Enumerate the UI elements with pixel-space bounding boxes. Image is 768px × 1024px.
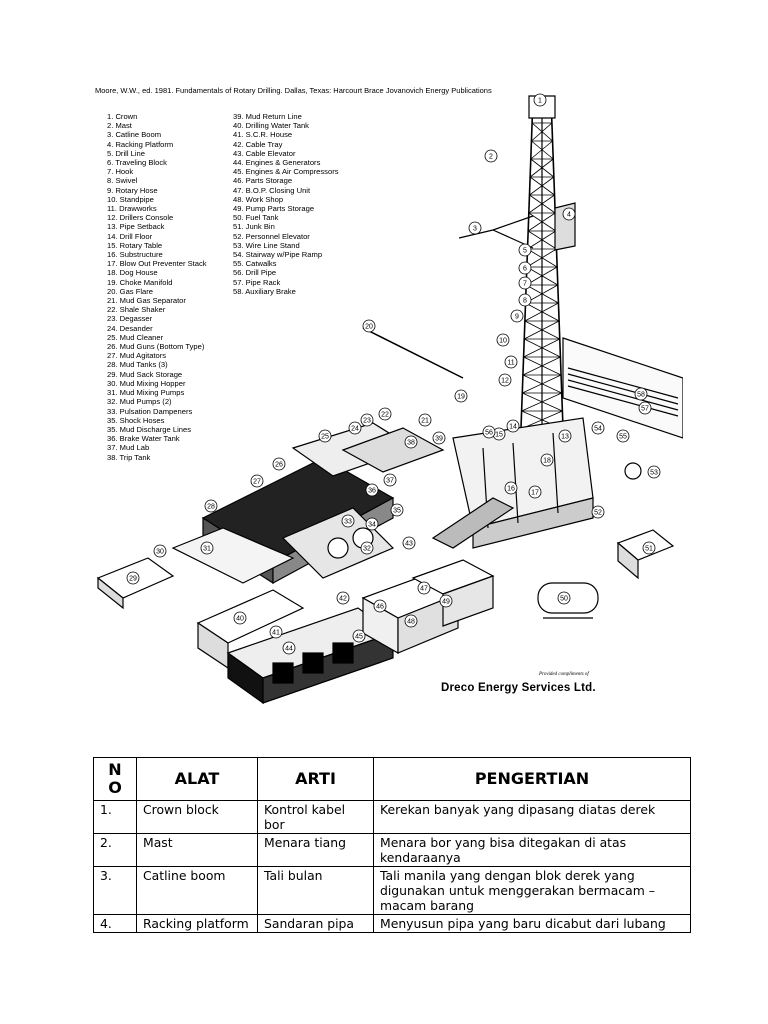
callout-13 bbox=[559, 430, 571, 442]
callout-38 bbox=[405, 436, 417, 448]
svg-text:23: 23 bbox=[363, 417, 371, 425]
callout-25 bbox=[319, 430, 331, 442]
svg-text:22: 22 bbox=[381, 411, 389, 419]
table-row bbox=[94, 834, 691, 867]
legend-item: 58. Auxiliary Brake bbox=[233, 286, 296, 296]
svg-text:7: 7 bbox=[523, 280, 527, 288]
legend-item: 40. Drilling Water Tank bbox=[233, 121, 309, 131]
legend-item: 1. Crown bbox=[107, 112, 138, 121]
callout-41 bbox=[270, 626, 282, 638]
svg-text:20: 20 bbox=[365, 323, 373, 331]
svg-text:41: 41 bbox=[272, 629, 280, 637]
callout-56 bbox=[483, 426, 495, 438]
legend-item: 46. Parts Storage bbox=[233, 176, 293, 186]
legend-item: 5. Drill Line bbox=[107, 148, 145, 158]
legend-item: 3. Catline Boom bbox=[107, 130, 162, 140]
legend-item: 39. Mud Return Line bbox=[233, 112, 302, 121]
svg-text:18: 18 bbox=[543, 457, 551, 465]
callout-34 bbox=[366, 518, 378, 530]
svg-text:1: 1 bbox=[538, 97, 542, 105]
figure-caption: Moore, W.W., ed. 1981. Fundamentals of Rotary Drilling. Dallas, Texas: Harcourt Brace Jovanovich Energy Publications bbox=[95, 86, 492, 95]
callout-23 bbox=[361, 414, 373, 426]
legend-item: 19. Choke Manifold bbox=[107, 277, 173, 287]
legend-item: 49. Pump Parts Storage bbox=[233, 204, 315, 214]
svg-text:50: 50 bbox=[560, 595, 568, 603]
svg-text:42: 42 bbox=[339, 595, 347, 603]
callout-36 bbox=[366, 484, 378, 496]
cell-pengertian: Kerekan banyak yang dipasang diatas derek bbox=[374, 801, 691, 834]
svg-text:35: 35 bbox=[393, 507, 401, 515]
legend-item: 52. Personnel Elevator bbox=[233, 231, 310, 241]
legend-item: 21. Mud Gas Separator bbox=[107, 296, 186, 306]
legend-item: 15. Rotary Table bbox=[107, 240, 163, 250]
callout-17 bbox=[529, 486, 541, 498]
cell-arti: Kontrol kabel bor bbox=[258, 801, 374, 834]
callout-6 bbox=[519, 262, 531, 274]
legend-item: 47. B.O.P. Closing Unit bbox=[233, 185, 311, 195]
svg-text:55: 55 bbox=[619, 433, 627, 441]
svg-text:46: 46 bbox=[376, 603, 384, 611]
svg-text:21: 21 bbox=[421, 417, 429, 425]
callout-58 bbox=[635, 388, 647, 400]
svg-text:2: 2 bbox=[489, 153, 493, 161]
legend-item: 6. Traveling Block bbox=[107, 158, 167, 168]
callout-26 bbox=[273, 458, 285, 470]
callout-2 bbox=[485, 150, 497, 162]
callout-30 bbox=[154, 545, 166, 557]
callout-46 bbox=[374, 600, 386, 612]
svg-text:54: 54 bbox=[594, 425, 602, 433]
table-row bbox=[94, 867, 691, 915]
svg-text:58: 58 bbox=[637, 391, 645, 399]
svg-text:45: 45 bbox=[355, 633, 363, 641]
svg-text:29: 29 bbox=[129, 575, 137, 583]
drilling-rig-figure bbox=[93, 78, 683, 708]
svg-text:31: 31 bbox=[203, 545, 211, 553]
legend-item: 16. Substructure bbox=[107, 250, 163, 260]
callout-3 bbox=[469, 222, 481, 234]
legend-item: 30. Mud Mixing Hopper bbox=[107, 378, 186, 388]
cell-alat: Racking platform bbox=[137, 915, 258, 933]
table-row bbox=[94, 801, 691, 834]
svg-text:9: 9 bbox=[515, 313, 519, 321]
legend-item: 38. Trip Tank bbox=[107, 452, 151, 462]
callout-40 bbox=[234, 612, 246, 624]
callout-20 bbox=[363, 320, 375, 332]
callout-44 bbox=[283, 642, 295, 654]
callout-9 bbox=[511, 310, 523, 322]
legend-item: 17. Blow Out Preventer Stack bbox=[107, 259, 207, 269]
svg-text:8: 8 bbox=[523, 297, 527, 305]
svg-text:53: 53 bbox=[650, 469, 658, 477]
callout-8 bbox=[519, 294, 531, 306]
callout-24 bbox=[349, 422, 361, 434]
cell-alat: Crown block bbox=[137, 801, 258, 834]
cell-pengertian: Tali manila yang dengan blok derek yang digunakan untuk menggerakan bermacam – macam barang bbox=[374, 867, 691, 915]
callout-12 bbox=[499, 374, 511, 386]
legend-item: 48. Work Shop bbox=[233, 194, 284, 204]
rig-illustration bbox=[93, 78, 683, 708]
callout-32 bbox=[361, 542, 373, 554]
legend-item: 25. Mud Cleaner bbox=[107, 332, 164, 342]
legend-item: 7. Hook bbox=[107, 167, 134, 177]
legend-item: 11. Drawworks bbox=[107, 204, 157, 214]
legend-item: 29. Mud Sack Storage bbox=[107, 369, 183, 379]
callout-39 bbox=[433, 432, 445, 444]
svg-text:13: 13 bbox=[561, 433, 569, 441]
header-alat: ALAT bbox=[137, 758, 258, 801]
legend-item: 42. Cable Tray bbox=[233, 139, 283, 149]
callout-54 bbox=[592, 422, 604, 434]
callout-10 bbox=[497, 334, 509, 346]
legend-item: 28. Mud Tanks (3) bbox=[107, 360, 168, 370]
svg-text:12: 12 bbox=[501, 377, 509, 385]
legend-item: 14. Drill Floor bbox=[107, 231, 153, 241]
svg-text:32: 32 bbox=[363, 545, 371, 553]
callout-50 bbox=[558, 592, 570, 604]
header-arti: ARTI bbox=[258, 758, 374, 801]
legend-item: 27. Mud Agitators bbox=[107, 351, 167, 361]
legend-item: 18. Dog House bbox=[107, 268, 158, 278]
svg-text:27: 27 bbox=[253, 478, 261, 486]
callout-18 bbox=[541, 454, 553, 466]
cell-alat: Catline boom bbox=[137, 867, 258, 915]
legend-item: 37. Mud Lab bbox=[107, 443, 150, 453]
cell-alat: Mast bbox=[137, 834, 258, 867]
cell-arti: Menara tiang bbox=[258, 834, 374, 867]
callout-45 bbox=[353, 630, 365, 642]
legend-item: 4. Racking Platform bbox=[107, 139, 174, 149]
svg-text:5: 5 bbox=[523, 247, 527, 255]
callout-43 bbox=[403, 537, 415, 549]
legend-item: 31. Mud Mixing Pumps bbox=[107, 388, 185, 398]
callout-52 bbox=[592, 506, 604, 518]
legend-item: 43. Cable Elevator bbox=[233, 148, 296, 158]
svg-text:17: 17 bbox=[531, 489, 539, 497]
table-header-row bbox=[94, 758, 691, 801]
callout-1 bbox=[534, 94, 546, 106]
callout-51 bbox=[643, 542, 655, 554]
callout-31 bbox=[201, 542, 213, 554]
legend-item: 45. Engines & Air Compressors bbox=[233, 167, 339, 177]
header-no: N O bbox=[94, 758, 137, 801]
svg-text:52: 52 bbox=[594, 509, 602, 517]
svg-text:11: 11 bbox=[507, 359, 515, 367]
svg-text:56: 56 bbox=[485, 429, 493, 437]
cell-arti: Tali bulan bbox=[258, 867, 374, 915]
svg-text:44: 44 bbox=[285, 645, 293, 653]
svg-text:4: 4 bbox=[567, 211, 571, 219]
svg-text:6: 6 bbox=[523, 265, 527, 273]
legend-item: 53. Wire Line Stand bbox=[233, 240, 300, 250]
company-name: Dreco Energy Services Ltd. bbox=[441, 682, 596, 694]
callout-47 bbox=[418, 582, 430, 594]
callout-21 bbox=[419, 414, 431, 426]
svg-text:39: 39 bbox=[435, 435, 443, 443]
svg-text:33: 33 bbox=[344, 518, 352, 526]
callout-49 bbox=[440, 595, 452, 607]
callout-22 bbox=[379, 408, 391, 420]
cell-pengertian: Menara bor yang bisa ditegakan di atas kendaraanya bbox=[374, 834, 691, 867]
legend-item: 54. Stairway w/Pipe Ramp bbox=[233, 250, 323, 260]
legend-item: 9. Rotary Hose bbox=[107, 185, 158, 195]
svg-text:37: 37 bbox=[386, 477, 394, 485]
callout-37 bbox=[384, 474, 396, 486]
callout-16 bbox=[505, 482, 517, 494]
svg-text:16: 16 bbox=[507, 485, 515, 493]
cell-no: 4. bbox=[94, 915, 137, 933]
callout-11 bbox=[505, 356, 517, 368]
svg-text:48: 48 bbox=[407, 618, 415, 626]
legend-item: 2. Mast bbox=[107, 121, 132, 131]
svg-text:14: 14 bbox=[509, 423, 517, 431]
header-pengertian: PENGERTIAN bbox=[374, 758, 691, 801]
legend-item: 57. Pipe Rack bbox=[233, 277, 281, 287]
callout-27 bbox=[251, 475, 263, 487]
svg-text:36: 36 bbox=[368, 487, 376, 495]
callout-7 bbox=[519, 277, 531, 289]
callout-55 bbox=[617, 430, 629, 442]
callout-4 bbox=[563, 208, 575, 220]
cell-pengertian: Menyusun pipa yang baru dicabut dari lubang bbox=[374, 915, 691, 933]
svg-text:30: 30 bbox=[156, 548, 164, 556]
svg-text:47: 47 bbox=[420, 585, 428, 593]
legend-item: 44. Engines & Generators bbox=[233, 158, 321, 168]
callout-57 bbox=[639, 402, 651, 414]
legend-item: 20. Gas Flare bbox=[107, 286, 154, 296]
svg-text:43: 43 bbox=[405, 540, 413, 548]
callout-14 bbox=[507, 420, 519, 432]
callout-19 bbox=[455, 390, 467, 402]
legend-item: 41. S.C.R. House bbox=[233, 130, 293, 140]
legend-item: 35. Shock Hoses bbox=[107, 415, 165, 425]
callout-29 bbox=[127, 572, 139, 584]
svg-text:51: 51 bbox=[645, 545, 653, 553]
callout-28 bbox=[205, 500, 217, 512]
svg-text:15: 15 bbox=[495, 431, 503, 439]
provided-by: Provided compliments of bbox=[539, 672, 589, 677]
svg-text:28: 28 bbox=[207, 503, 215, 511]
legend-item: 22. Shale Shaker bbox=[107, 305, 166, 315]
svg-text:24: 24 bbox=[351, 425, 359, 433]
legend-item: 12. Drillers Console bbox=[107, 213, 174, 223]
svg-text:38: 38 bbox=[407, 439, 415, 447]
legend-item: 36. Brake Water Tank bbox=[107, 434, 180, 444]
legend-item: 51. Junk Bin bbox=[233, 222, 275, 232]
callout-33 bbox=[342, 515, 354, 527]
svg-text:25: 25 bbox=[321, 433, 329, 441]
svg-text:10: 10 bbox=[499, 337, 507, 345]
callout-5 bbox=[519, 244, 531, 256]
callout-42 bbox=[337, 592, 349, 604]
callout-53 bbox=[648, 466, 660, 478]
svg-text:19: 19 bbox=[457, 393, 465, 401]
legend-item: 24. Desander bbox=[107, 323, 153, 333]
legend-item: 32. Mud Pumps (2) bbox=[107, 397, 172, 407]
mast-drawing bbox=[459, 96, 575, 429]
cell-arti: Sandaran pipa bbox=[258, 915, 374, 933]
legend-item: 35. Mud Discharge Lines bbox=[107, 424, 191, 434]
legend-item: 13. Pipe Setback bbox=[107, 222, 165, 232]
svg-text:40: 40 bbox=[236, 615, 244, 623]
legend-item: 26. Mud Guns (Bottom Type) bbox=[107, 342, 205, 352]
legend-item: 23. Degasser bbox=[107, 314, 153, 324]
svg-text:26: 26 bbox=[275, 461, 283, 469]
callout-48 bbox=[405, 615, 417, 627]
legend-item: 8. Swivel bbox=[107, 176, 138, 186]
legend-item: 10. Standpipe bbox=[107, 194, 154, 204]
legend-item: 56. Drill Pipe bbox=[233, 268, 277, 278]
legend-item: 50. Fuel Tank bbox=[233, 213, 279, 223]
equipment-table bbox=[93, 757, 691, 933]
svg-text:3: 3 bbox=[473, 225, 477, 233]
cell-no: 1. bbox=[94, 801, 137, 834]
callout-35 bbox=[391, 504, 403, 516]
svg-text:57: 57 bbox=[641, 405, 649, 413]
table-row bbox=[94, 915, 691, 933]
svg-text:49: 49 bbox=[442, 598, 450, 606]
legend-item: 55. Catwalks bbox=[233, 259, 277, 269]
svg-text:34: 34 bbox=[368, 521, 376, 529]
cell-no: 3. bbox=[94, 867, 137, 915]
legend-item: 33. Pulsation Dampeners bbox=[107, 406, 193, 416]
cell-no: 2. bbox=[94, 834, 137, 867]
